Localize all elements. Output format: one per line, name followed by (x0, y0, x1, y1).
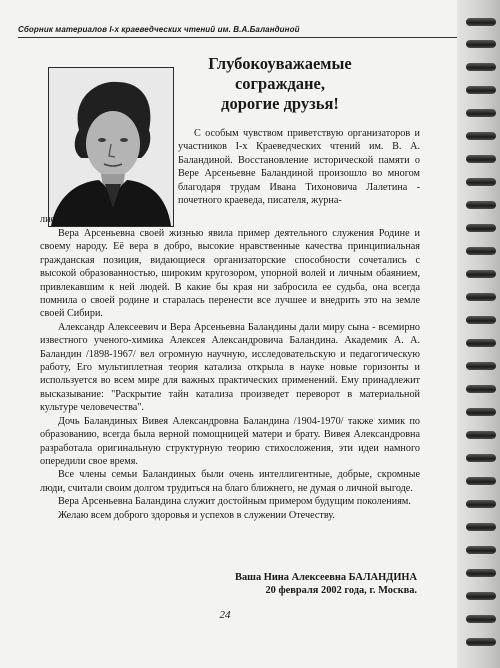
binding-ring (466, 201, 496, 209)
binding-ring (466, 500, 496, 508)
binding-ring (466, 638, 496, 646)
binding-ring (466, 385, 496, 393)
title-line: сограждане, (234, 74, 325, 93)
title-line: дорогие друзья! (221, 94, 339, 113)
binding-ring (466, 477, 496, 485)
binding-ring (466, 178, 496, 186)
signature-date: 20 февраля 2002 года, г. Москва. (265, 585, 417, 596)
paragraph: Вера Арсеньевна своей жизнью явила пример деятельного служения Родине и своему народу. Её вера в добро, высокие нравственные качества принципиальная гражданская позиция, видающиеся организаторские способности сочетались с высокой образованностью, широким кругозором, упорной волей и личным обаянием, привлекавшим к ней людей. В какие бы края ни забросила ее судьба, она всегда помнила о своей родине и старалась перенести все лучшее и внедрить это на земле своей Сибири. (40, 228, 420, 320)
binding-ring (466, 270, 496, 278)
spiral-binding (457, 0, 500, 668)
binding-ring (466, 546, 496, 554)
header-rule (18, 37, 468, 38)
running-header: Сборник материалов I-х краеведческих чтений им. В.А.Баландиной (18, 25, 300, 34)
binding-ring (466, 569, 496, 577)
paragraph: Вера Арсеньевна Баландина служит достойным примером будущим поколениям. (58, 496, 411, 508)
binding-ring (466, 132, 496, 140)
binding-ring (466, 86, 496, 94)
intro-paragraph (178, 127, 420, 207)
paragraph: Все члены семьи Баландиных были очень интеллигентные, добрые, скромные люди, считали своим долгом трудиться на благо ближнего, не думая о личной выгоде. (40, 469, 420, 494)
binding-ring (466, 109, 496, 117)
binding-ring (466, 18, 496, 26)
page-number: 24 (219, 609, 231, 621)
binding-ring (466, 293, 496, 301)
binding-ring (466, 339, 496, 347)
intro-tail: листа. (40, 214, 67, 225)
portrait-photo (48, 67, 174, 227)
binding-ring (466, 431, 496, 439)
intro-text: С особым чувством приветствую организаторов и участников I-х Краеведческих чтений им. В. А. Баландиной. Восстановление исторической памяти о Вере Арсеньевне Баландиной произошло во многом благодаря трудам Ивана Тихоновича Лалетина - почетного краеведа, писателя, журна- (178, 128, 420, 207)
binding-ring (466, 224, 496, 232)
paragraph: Александр Алексеевич и Вера Арсеньевна Баландины дали миру сына - всемирно известного ученого-химика Алексея Александровича Баландина. Академик А. А. Баландин /1898-1967/ вел огромную научную, исследовательскую и педагогическую работу, Его мультиплетная теория катализа открыла в науке новые горизонты и используется во всем мире для важных практических применений. Ему принадлежит высказывание: "Раскрытие тайн катализа произведет переворот в материальной культуре человечества". (40, 321, 420, 414)
binding-ring (466, 362, 496, 370)
title-line: Глубокоуважаемые (208, 54, 352, 73)
binding-ring (466, 523, 496, 531)
binding-ring (466, 615, 496, 623)
binding-ring (466, 408, 496, 416)
binding-ring (466, 454, 496, 462)
binding-ring (466, 247, 496, 255)
binding-ring (466, 155, 496, 163)
binding-ring (466, 316, 496, 324)
portrait-icon (49, 68, 173, 226)
signature-name: Ваша Нина Алексеевна БАЛАНДИНА (235, 572, 417, 583)
binding-ring (466, 592, 496, 600)
binding-ring (466, 40, 496, 48)
greeting-title (180, 54, 380, 114)
letter-body (40, 227, 420, 522)
signature-block (190, 571, 417, 597)
paragraph: Желаю всем доброго здоровья и успехов в служении Отечеству. (58, 509, 335, 521)
paragraph: Дочь Баландиных Вивея Александровна Баландина /1904-1970/ также химик по образованию, всегда была верной помощницей матери и брату. Вивея Александровна разработала оригинальную структурную теорию стихосложения, эти идеи намного опередили свое время. (40, 415, 420, 467)
binding-ring (466, 63, 496, 71)
